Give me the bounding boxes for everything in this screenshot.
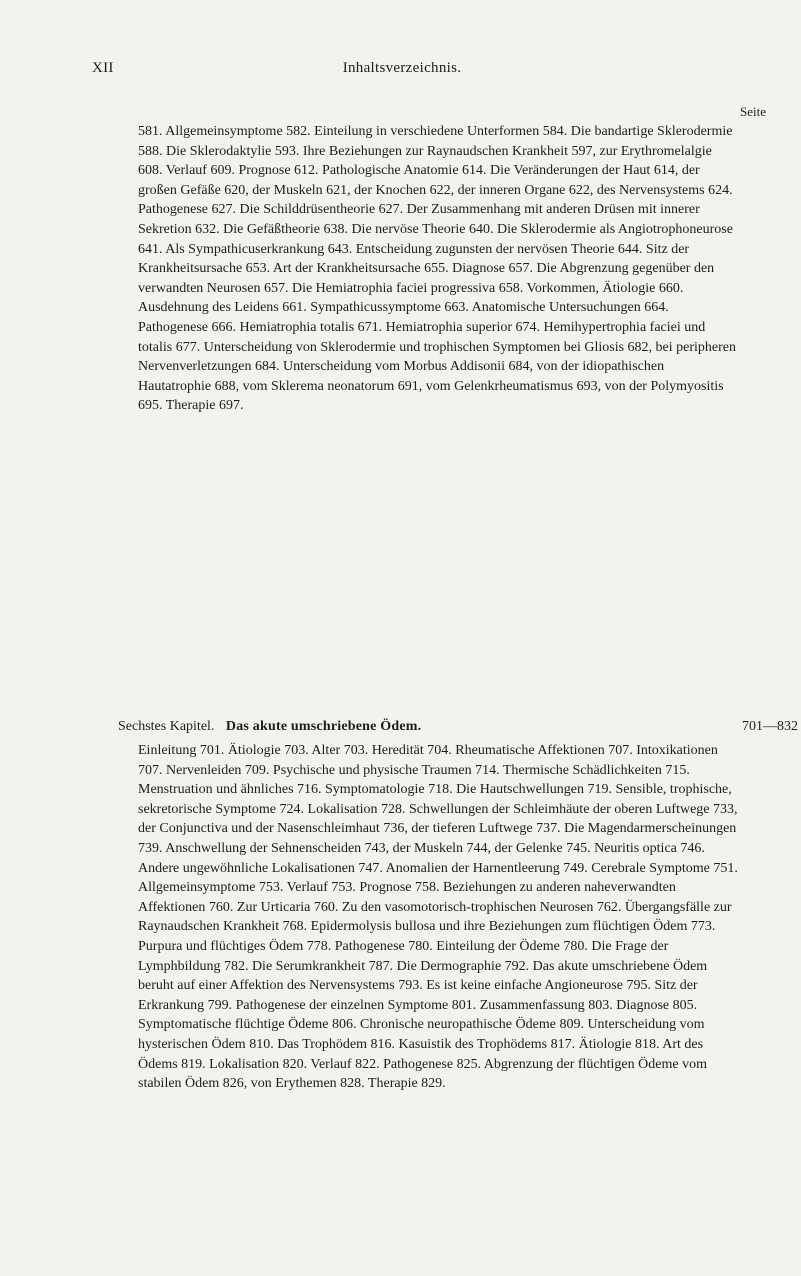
chapter-contents-paragraph: Einleitung 701. Ätiologie 703. Alter 703. Heredität 704. Rheumatische Affektionen 707. Intoxikationen 707. Nervenleiden 709. Psychische und physische Traumen 714. Thermische Schädlichkeiten 715. Menstruation und ähnliches 716. Symptomatologie 718. Die Hautschwellungen 719. Sensible, trophische, sekretorische Symptome 724. Lokalisation 728. Schwellungen der Schleimhäute der oberen Luftwege 733, der Conjunctiva und der Nasenschleimhaut 736, der tieferen Luftwege 737. Die Magendarmerscheinungen 739. Anschwellung der Sehnenscheiden 743, der Muskeln 744, der Gelenke 745. Neuritis optica 746. Andere ungewöhnliche Lokalisationen 747. Anomalien der Harnentleerung 749. Cerebrale Symptome 751. Allgemeinsymptome 753. Verlauf 753. Prognose 758. Beziehungen zu anderen naheverwandten Affektionen 760. Zur Urticaria 760. Zu den vasomotorisch-trophischen Neurosen 762. Übergangsfälle zur Raynaudschen Krankheit 768. Epidermolysis bullosa und ihre Beziehungen zum flüchtigen Ödem 773. Purpura und flüchtiges Ödem 778. Pathogenese 780. Einteilung der Ödeme 780. Die Frage der Lymphbildung 782. Die Serumkrankheit 787. Die Dermographie 792. Das akute umschriebene Ödem beruht auf einer Affektion des Nervensystems 793. Es ist keine einfache Angioneurose 795. Sitz der Erkrankung 799. Pathogenese der einzelnen Symptome 801. Zusammenfassung 803. Diagnose 805. Symptomatische flüchtige Ödeme 806. Chronische neuropathische Ödeme 809. Unterscheidung vom hysterischen Ödem 810. Das Trophödem 816. Kasuistik des Trophödems 817. Ätiologie 818. Art des Ödems 819. Lokalisation 820. Verlauf 822. Pathogenese 825. Abgrenzung der flüchtigen Ödeme vom stabilen Ödem 826, von Erythemen 828. Therapie 829. [138,743,738,1092]
section-581-paragraph: 581. Allgemeinsymptome 582. Einteilung in verschiedene Unterformen 584. Die bandartige Sklerodermie 588. Die Sklerodaktylie 593. Ihre Beziehungen zur Raynaudschen Krankheit 597, zur Erythromelalgie 608. Verlauf 609. Prognose 612. Pathologische Anatomie 614. Die Veränderungen der Haut 614, der großen Gefäße 620, der Muskeln 621, der Knochen 622, der inneren Organe 622, des Nervensystems 624. Pathogenese 627. Die Schilddrüsentheorie 627. Der Zusammenhang mit anderen Drüsen mit innerer Sekretion 632. Die Gefäßtheorie 638. Die nervöse Theorie 640. Die Sklerodermie als Angiotrophoneurose 641. Als Sympathicuserkrankung 643. Entscheidung zugunsten der nervösen Theorie 644. Sitz der Krankheitsursache 653. Art der Krankheitsursache 655. Diagnose 657. Die Abgrenzung gegenüber den verwandten Neurosen 657. Die Hemiatrophia faciei progressiva 658. Vorkommen, Ätiologie 660. Ausdehnung des Leidens 661. Sympathicussymptome 663. Anatomische Untersuchungen 664. Pathogenese 666. Hemiatrophia totalis 671. Hemiatrophia superior 674. Hemihypertrophia faciei und totalis 677. Unterscheidung von Sklerodermie und trophischen Symptomen bei Gliosis 682, bei peripheren Nervenverletzungen 684. Unterscheidung vom Morbus Addisonii 684, von der idiopathischen Hautatrophie 688, vom Sklerema neonatorum 691, vom Gelenkrheumatismus 693, von der Polymyositis 695. Therapie 697. [138,124,737,414]
page-title: Inhaltsverzeichnis. [342,60,462,76]
chapter-heading [118,717,798,737]
chapter-page-range: 701—832 [742,719,798,734]
seite-label: Seite [740,104,766,119]
page-number: XII [92,60,114,76]
chapter-title: Das akute umschriebene Ödem. [225,719,422,734]
page-header [92,60,712,82]
chapter-label: Sechstes Kapitel. [118,719,215,734]
